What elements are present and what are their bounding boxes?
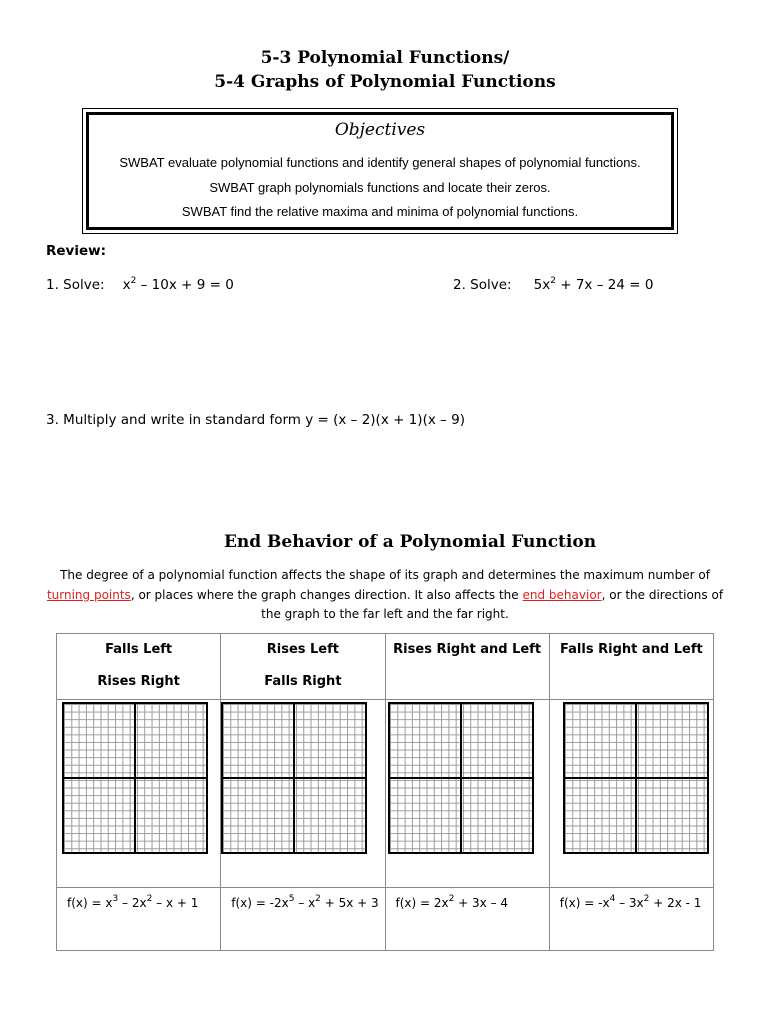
coordinate-grid-4	[563, 702, 709, 854]
header-rises-left-falls-right: Rises Left Falls Right	[221, 634, 385, 700]
problem-2-equation: $5x^2 + 7x - 24 = 0$	[533, 276, 654, 293]
problem-2	[453, 277, 653, 293]
section-heading-end-behavior: End Behavior of a Polynomial Function	[223, 532, 597, 552]
coordinate-grid-1	[62, 702, 208, 854]
objective-item-2: SWBAT graph polynomials functions and locate their zeros.	[209, 180, 551, 195]
review-label: Review:	[46, 243, 107, 259]
objective-item-3: SWBAT find the relative maxima and minima of polynomial functions.	[181, 204, 579, 219]
function-cell-1: $f(x) = x^3 - 2x^2 - x + 1$	[57, 888, 221, 951]
page-title-line2: 5-4 Graphs of Polynomial Functions	[214, 72, 556, 92]
problem-1	[46, 277, 234, 293]
function-cell-3: $f(x) = 2x^2 + 3x - 4$	[385, 888, 549, 951]
header-rises-right-and-left: Rises Right and Left	[385, 634, 549, 700]
coordinate-grid-3	[388, 702, 534, 854]
header-falls-right-and-left: Falls Right and Left	[549, 634, 713, 700]
function-cell-4: $f(x) = -x^4 - 3x^2 + 2x - 1$	[549, 888, 713, 951]
objective-item-1: SWBAT evaluate polynomial functions and identify general shapes of polynomial functions.	[119, 155, 641, 170]
problem-3: 3. Multiply and write in standard form y = (x – 2)(x + 1)(x – 9)	[46, 412, 466, 428]
page-title-line1: 5-3 Polynomial Functions/	[260, 48, 510, 68]
objectives-heading: Objectives	[334, 120, 426, 140]
coordinate-grid-2	[221, 702, 367, 854]
function-cell-2: $f(x) = -2x^5 - x^2 + 5x + 3$	[221, 888, 385, 951]
end-behavior-paragraph: The degree of a polynomial function affects the shape of its graph and determines the maximum number of turning points, or places where the graph changes direction. It also affects the end behavior, or the directions of the graph to the far left and the far right.	[46, 568, 724, 621]
header-falls-left-rises-right: Falls Left Rises Right	[57, 634, 221, 700]
term-turning-points: turning points	[46, 587, 131, 602]
problem-1-equation: $x^2 - 10x + 9 = 0$	[122, 276, 234, 293]
problem-1-label: 1. Solve:	[46, 277, 105, 293]
term-end-behavior: end behavior	[522, 587, 602, 602]
problem-2-label: 2. Solve:	[453, 277, 512, 293]
